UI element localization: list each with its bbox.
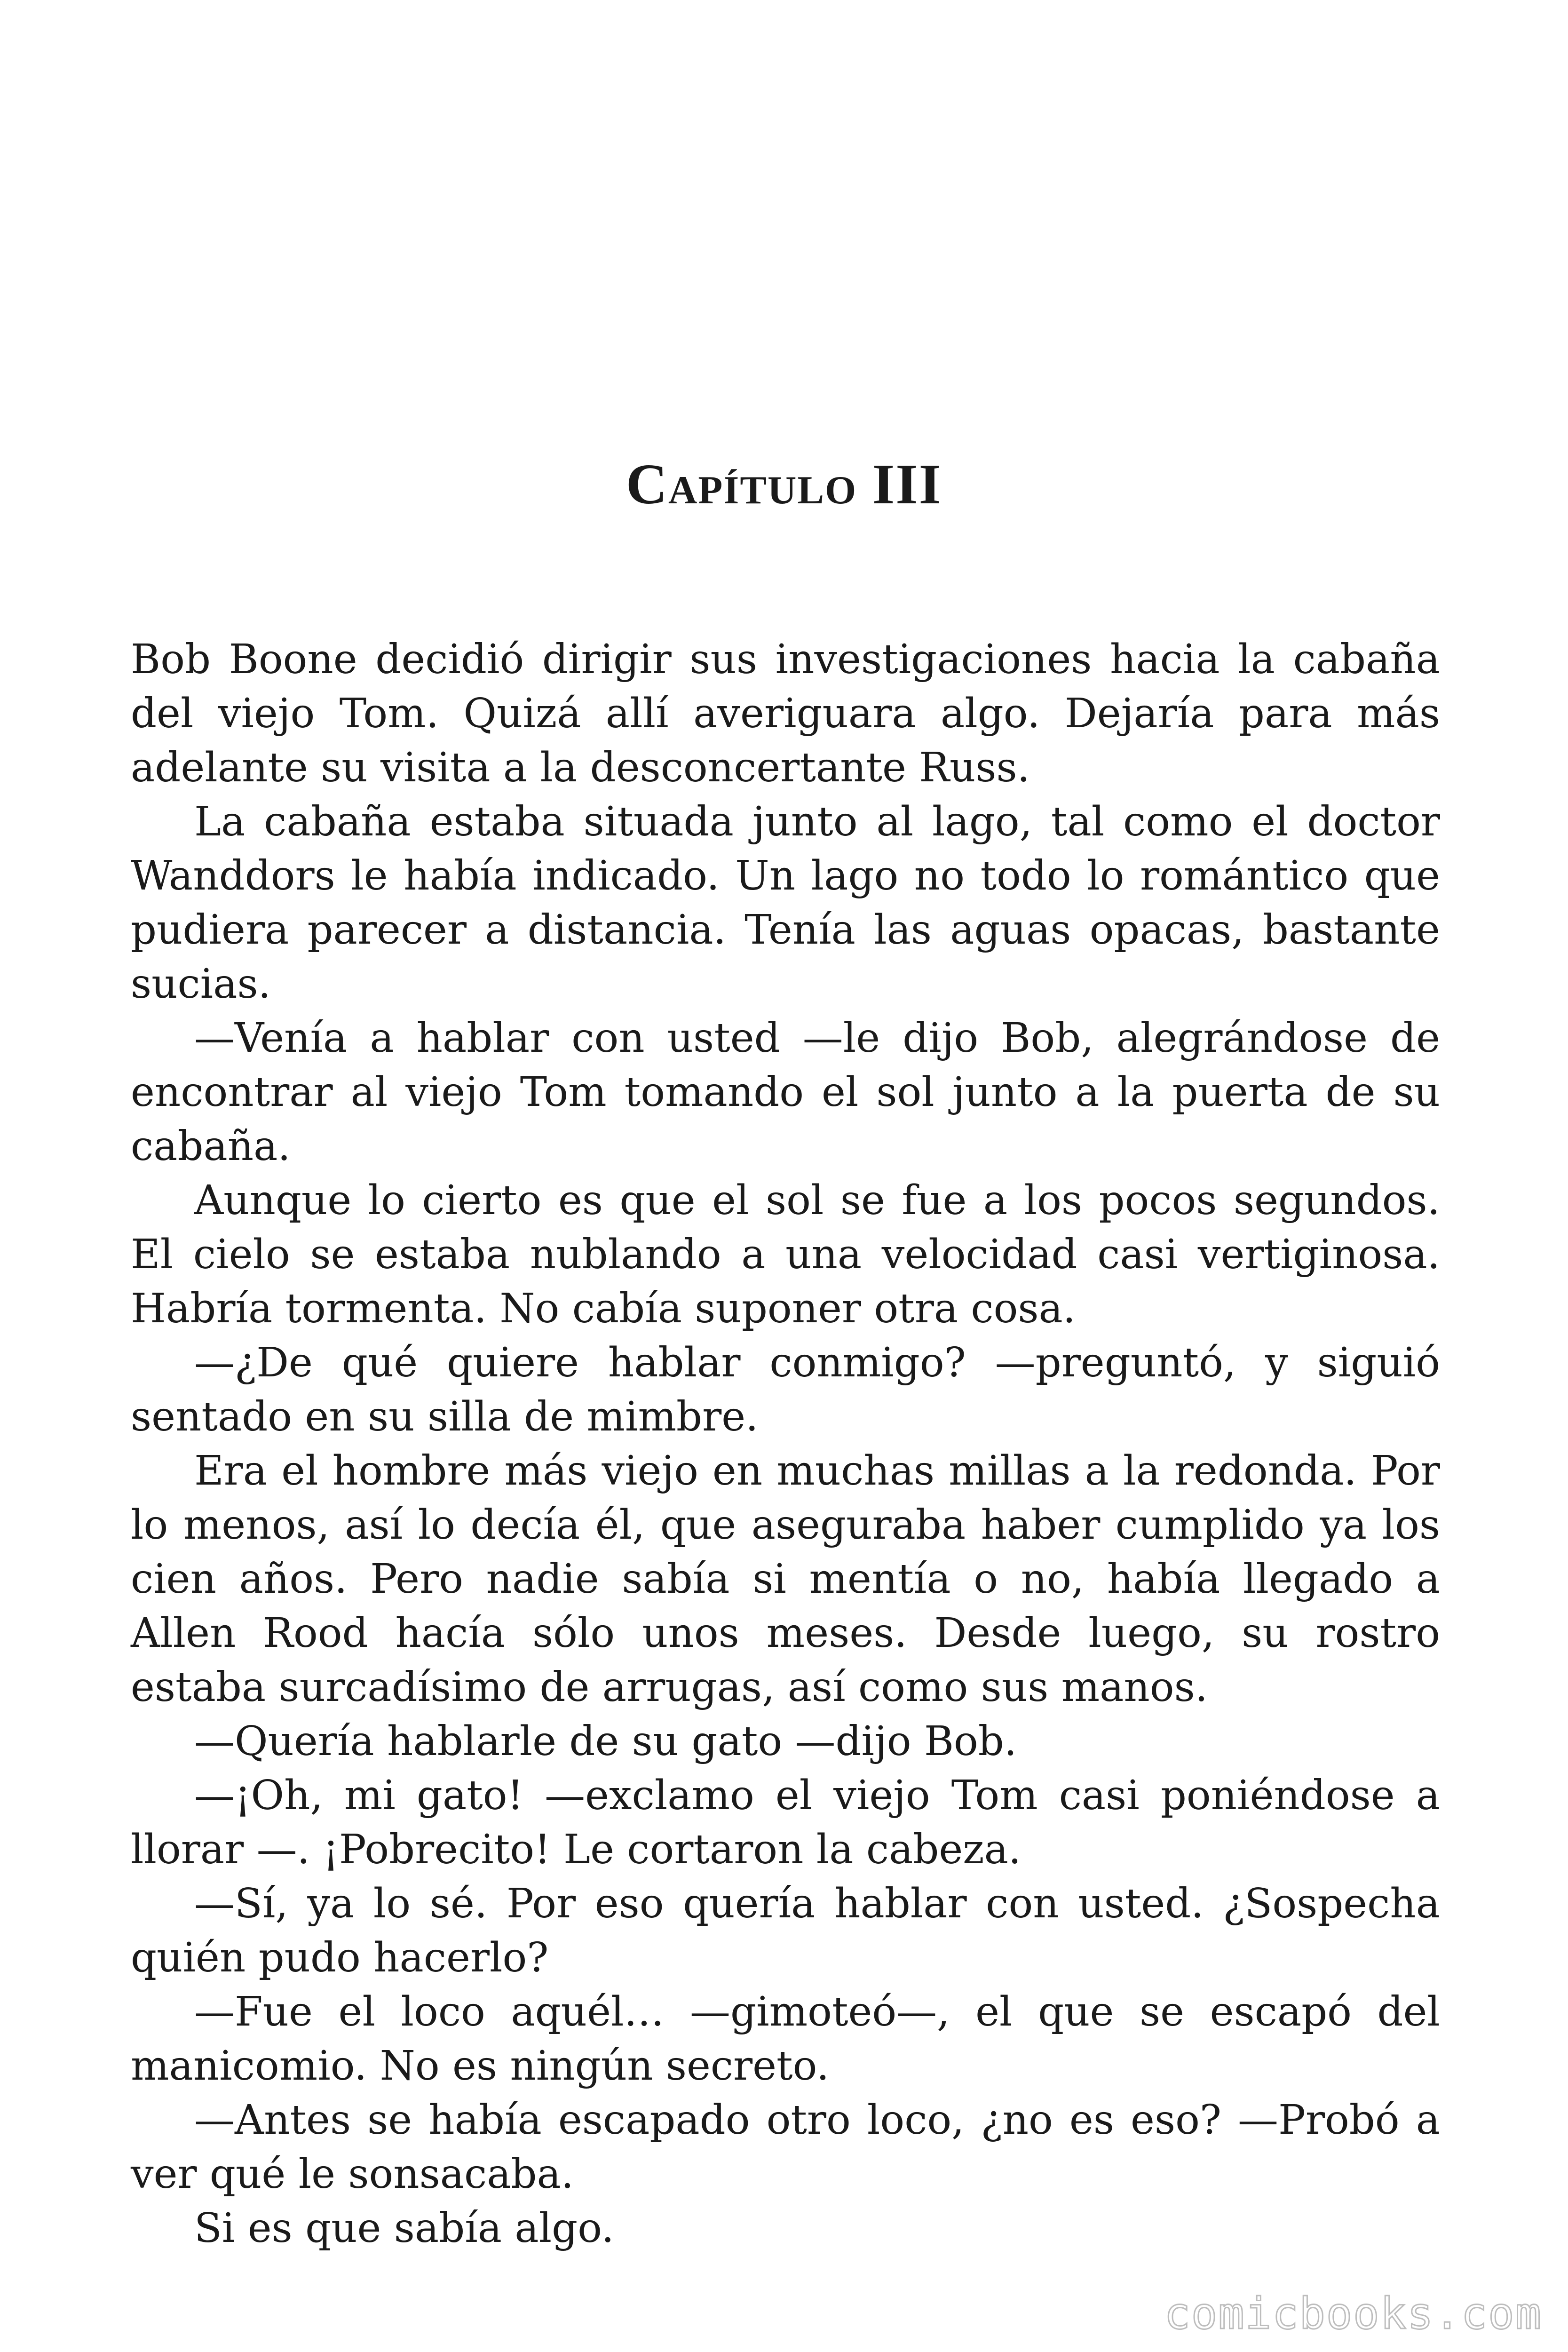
chapter-body xyxy=(131,633,1440,2256)
paragraph: —Fue el loco aquél… —gimoteó—, el que se escapó del manicomio. No es ningún secreto. xyxy=(131,1988,1440,2090)
paragraph: Si es que sabía algo. xyxy=(194,2205,614,2252)
paragraph: Aunque lo cierto es que el sol se fue a los pocos segundos. El cielo se estaba nublando a una velocidad casi vertiginosa. Habría tormenta. No cabía suponer otra cosa. xyxy=(131,1177,1440,1332)
chapter-title: Capítulo III xyxy=(626,453,942,516)
paragraph: —Antes se había escapado otro loco, ¿no es eso? —Probó a ver qué le sonsacaba. xyxy=(131,2097,1440,2198)
paragraph: La cabaña estaba situada junto al lago, tal como el doctor Wanddors le había indicado. Un lago no todo lo romántico que pudiera parecer a distancia. Tenía las aguas opacas, bastante sucias. xyxy=(131,798,1440,1008)
paragraph: —Quería hablarle de su gato —dijo Bob. xyxy=(194,1718,1017,1765)
paragraph: —¡Oh, mi gato! —exclamo el viejo Tom casi poniéndose a llorar —. ¡Pobrecito! Le cortaron la cabeza. xyxy=(131,1772,1440,1873)
watermark: comicbooks.com xyxy=(1164,2288,1542,2339)
paragraph: —¿De qué quiere hablar conmigo? —preguntó, y siguió sentado en su silla de mimbre. xyxy=(131,1339,1440,1440)
paragraph: Bob Boone decidió dirigir sus investigaciones hacia la cabaña del viejo Tom. Quizá allí averiguara algo. Dejaría para más adelante su visita a la desconcertante Russ. xyxy=(131,636,1440,791)
paragraph: Era el hombre más viejo en muchas millas a la redonda. Por lo menos, así lo decía él, que aseguraba haber cumplido ya los cien años. Pero nadie sabía si mentía o no, había llegado a Allen Rood hacía sólo unos meses. Desde luego, su rostro estaba surcadísimo de arrugas, así como sus manos. xyxy=(131,1447,1440,1711)
paragraph: —Venía a hablar con usted —le dijo Bob, alegrándose de encontrar al viejo Tom tomando el sol junto a la puerta de su cabaña. xyxy=(131,1015,1440,1170)
paragraph: —Sí, ya lo sé. Por eso quería hablar con usted. ¿Sospecha quién pudo hacerlo? xyxy=(131,1880,1440,1981)
